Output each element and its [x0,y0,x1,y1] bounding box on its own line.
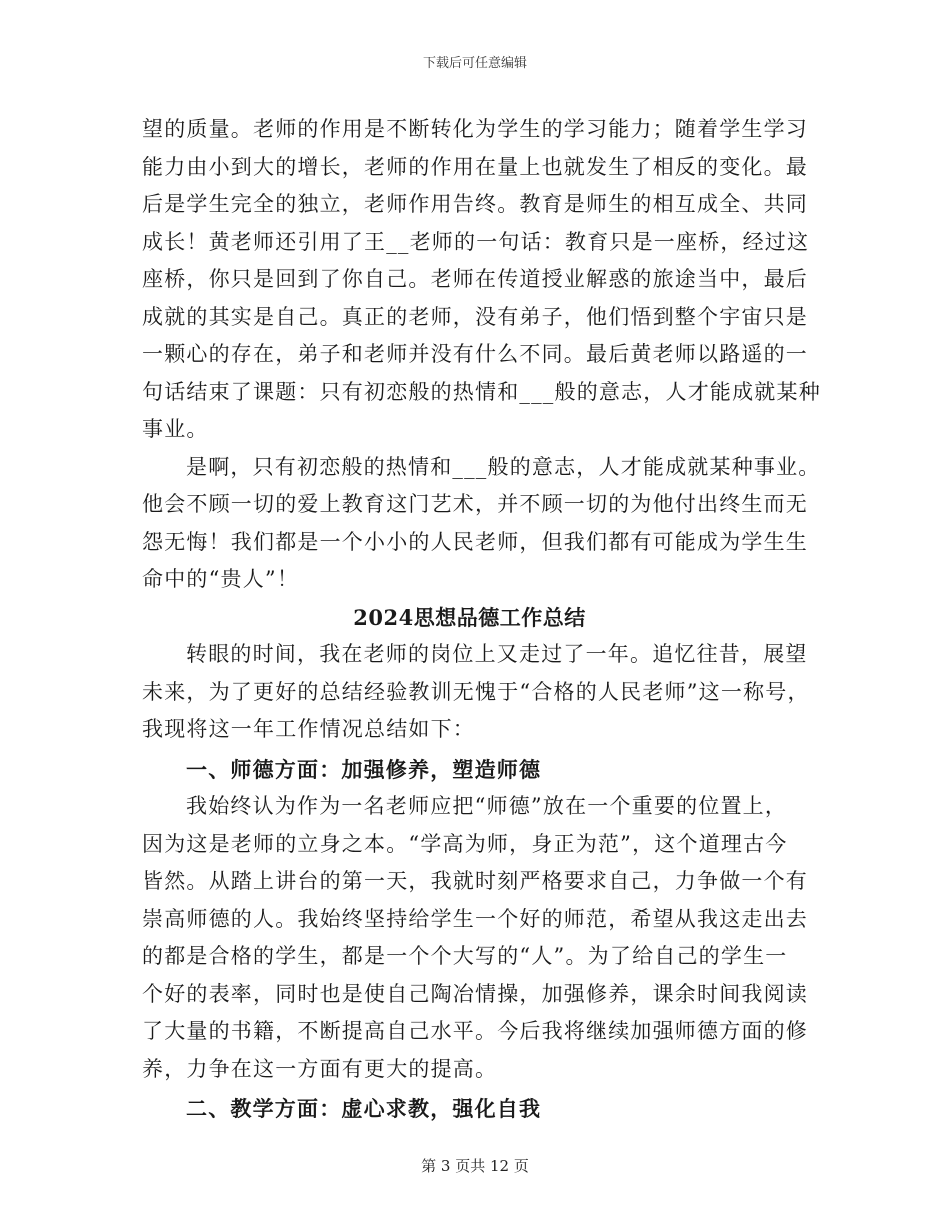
text-line: 事业。 [142,417,209,441]
text-line: 句话结束了课题：只有初恋般的热情和___般的意志，人才能成就某种 [142,379,821,404]
text-line: 崇高师德的人。我始终坚持给学生一个好的师范，希望从我这走出去 [142,906,808,931]
subheading-ethics: 一、师德方面：加强修养，塑造师德 [186,756,542,782]
text-line: 皆然。从踏上讲台的第一天，我就时刻严格要求自己，力争做一个有 [142,869,808,893]
text-line: 我始终认为作为一名老师应把“师德”放在一个重要的位置上， [186,794,788,818]
text-line: 成长！黄老师还引用了王__老师的一句话：教育只是一座桥，经过这 [142,229,810,254]
text-line: 能力由小到大的增长，老师的作用在量上也就发生了相反的变化。最 [142,154,808,179]
page-footer: 第 3 页共 12 页 [421,1157,529,1175]
text-line: 后是学生完全的独立，老师作用告终。教育是师生的相互成全、共同 [142,192,808,216]
text-line: 因为这是老师的立身之本。“学高为师，身正为范”，这个道理古今 [142,831,788,856]
text-line: 怨无悔！我们都是一个小小的人民老师，但我们都有可能成为学生生 [142,529,808,554]
text-line: 未来，为了更好的总结经验教训无愧于“合格的人民老师”这一称号， [142,679,810,704]
text-line: 我现将这一年工作情况总结如下： [142,717,475,741]
text-line: 的都是合格的学生，都是一个个大写的“人”。为了给自己的学生一 [142,944,788,968]
text-line: 他会不顾一切的爱上教育这门艺术，并不顾一切的为他付出终生而无 [142,492,808,516]
paragraph-3 [142,636,810,749]
section-title: 2024思想品德工作总结 [353,604,586,630]
text-line: 养，力争在这一方面有更大的提高。 [142,1056,498,1081]
text-line: 望的质量。老师的作用是不断转化为学生的学习能力；随着学生学习 [142,117,808,141]
text-line: 是啊，只有初恋般的热情和___般的意志，人才能成就某种事业。 [186,454,821,479]
text-line: 命中的“贵人”！ [142,567,300,591]
text-line: 了大量的书籍，不断提高自己水平。今后我将继续加强师德方面的修 [142,1019,808,1043]
paragraph-2 [142,449,821,599]
text-line: 成就的其实是自己。真正的老师，没有弟子，他们悟到整个宇宙只是 [142,304,808,329]
subheading-teaching: 二、教学方面：虚心求教，强化自我 [186,1096,542,1121]
text-line: 座桥，你只是回到了你自己。老师在传道授业解惑的旅途当中，最后 [142,267,808,291]
document-body [142,111,821,1128]
paragraph-4 [142,788,808,1088]
text-line: 个好的表率，同时也是使自己陶冶情操，加强修养，课余时间我阅读 [142,981,808,1006]
page-header: 下载后可任意编辑 [422,56,527,71]
text-line: 一颗心的存在，弟子和老师并没有什么不同。最后黄老师以路遥的一 [142,342,808,366]
paragraph-1 [142,111,821,449]
text-line: 转眼的时间，我在老师的岗位上又走过了一年。追忆往昔，展望 [186,642,808,666]
